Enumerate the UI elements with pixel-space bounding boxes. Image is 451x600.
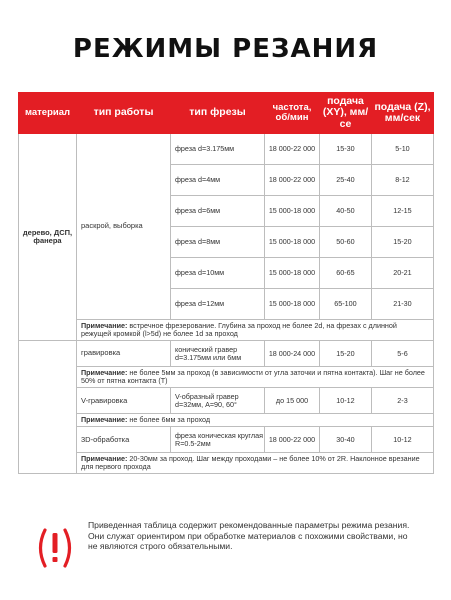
feed-z-cell: 15-20: [372, 227, 434, 258]
rpm-cell: до 15 000: [265, 388, 320, 414]
feed-z-cell: 2-3: [372, 388, 434, 414]
table-row: [19, 427, 434, 453]
header-work-type: тип работы: [77, 93, 171, 134]
note-label: Примечание:: [81, 454, 128, 464]
rpm-cell: 18 000-22 000: [265, 165, 320, 196]
feed-z-cell: 8-12: [372, 165, 434, 196]
note-row: [19, 367, 434, 388]
note-cell: [77, 367, 434, 388]
table-row: [19, 388, 434, 414]
material-cell-blank: [19, 341, 77, 474]
feed-z-cell: 10-12: [372, 427, 434, 453]
table-row: [19, 341, 434, 367]
feed-z-cell: 21-30: [372, 289, 434, 320]
header-rpm: частота, об/мин: [265, 93, 320, 134]
tool-cell: фреза коническая круглая R=0.5-2мм: [171, 427, 265, 453]
rpm-cell: 15 000-18 000: [265, 227, 320, 258]
operation-cell: гравировка: [77, 341, 171, 367]
operation-cell: раскрой, выборка: [77, 134, 171, 320]
note-text: встречное фрезерование. Глубина за проход не более 2d, на фрезах с длинной режущей кромкой (l>5d) не более 1d за проход: [81, 321, 397, 339]
note-row: [19, 453, 434, 474]
rpm-cell: 18 000-22 000: [265, 427, 320, 453]
header-cutter-type: тип фрезы: [171, 93, 265, 134]
note-label: Примечание:: [81, 415, 128, 425]
tool-cell: V-образный гравер d=32мм, A=90, 60°: [171, 388, 265, 414]
feed-xy-cell: 15-20: [320, 341, 372, 367]
table-header-row: [19, 93, 434, 134]
feed-xy-cell: 10-12: [320, 388, 372, 414]
note-cell: [77, 414, 434, 427]
feed-xy-cell: 50-60: [320, 227, 372, 258]
rpm-cell: 15 000-18 000: [265, 258, 320, 289]
page-title: РЕЖИМЫ РЕЗАНИЯ: [72, 34, 379, 64]
header-feed-xy: подача (XY), мм/се: [320, 93, 372, 134]
feed-z-cell: 12-15: [372, 196, 434, 227]
feed-xy-cell: 30-40: [320, 427, 372, 453]
tool-cell: фреза d=3.175мм: [171, 134, 265, 165]
feed-xy-cell: 65-100: [320, 289, 372, 320]
note-label: Примечание:: [81, 321, 128, 330]
operation-cell: 3D-обработка: [77, 427, 171, 453]
feed-xy-cell: 25-40: [320, 165, 372, 196]
feed-z-cell: 20-21: [372, 258, 434, 289]
table-row: [19, 134, 434, 165]
disclaimer-text: Приведенная таблица содержит рекомендованные параметры режима резания. Они служат ориентиром при обработке материалов с похожими свойствами, но не являются строго обязательными.: [88, 520, 410, 552]
header-material: материал: [19, 93, 77, 134]
feed-xy-cell: 15-30: [320, 134, 372, 165]
exclamation-in-parentheses-icon: [36, 526, 74, 570]
tool-cell: фреза d=4мм: [171, 165, 265, 196]
feed-z-cell: 5-6: [372, 341, 434, 367]
note-text: 20-30мм за проход. Шаг между проходами – не более 10% от 2R. Наклонное врезание для первого прохода: [81, 454, 420, 472]
feed-z-cell: 5-10: [372, 134, 434, 165]
tool-cell: фреза d=8мм: [171, 227, 265, 258]
rpm-cell: 18 000-24 000: [265, 341, 320, 367]
cutting-modes-table: [18, 92, 434, 474]
tool-cell: фреза d=6мм: [171, 196, 265, 227]
note-row: [19, 320, 434, 341]
tool-cell: фреза d=12мм: [171, 289, 265, 320]
rpm-cell: 15 000-18 000: [265, 289, 320, 320]
note-cell: [77, 320, 434, 341]
feed-xy-cell: 40-50: [320, 196, 372, 227]
tool-cell: фреза d=10мм: [171, 258, 265, 289]
rpm-cell: 15 000-18 000: [265, 196, 320, 227]
material-cell: дерево, ДСП, фанера: [19, 134, 77, 341]
note-label: Примечание:: [81, 368, 128, 378]
note-text: не более 5мм за проход (в зависимости от угла заточки и пятна контакта). Шаг не более 50% от пятна контакта (Т): [81, 368, 425, 386]
note-row: [19, 414, 434, 427]
note-cell: [77, 453, 434, 474]
feed-xy-cell: 60-65: [320, 258, 372, 289]
rpm-cell: 18 000-22 000: [265, 134, 320, 165]
footer-disclaimer: [36, 520, 416, 590]
header-feed-z: подача (Z), мм/сек: [372, 93, 434, 134]
tool-cell: конический гравер d=3.175мм или 6мм: [171, 341, 265, 367]
note-text: не более 6мм за проход: [127, 415, 211, 425]
operation-cell: V-гравировка: [77, 388, 171, 414]
